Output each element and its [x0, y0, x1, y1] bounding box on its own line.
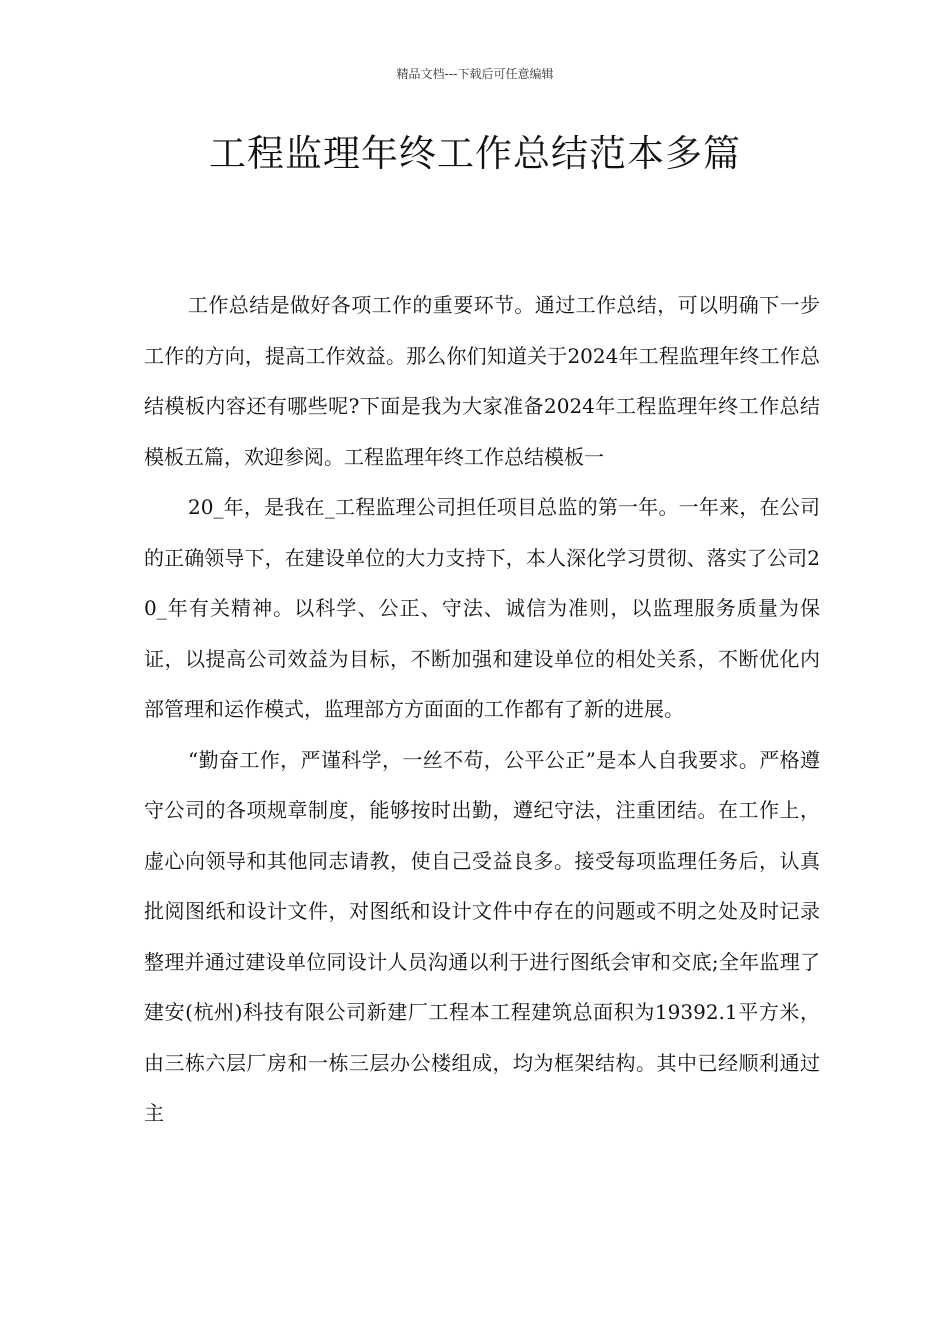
paragraph-intro: 工作总结是做好各项工作的重要环节。通过工作总结，可以明确下一步工作的方向，提高工作效益。那么你们知道关于2024年工程监理年终工作总结模板内容还有哪些呢?下面是我为大家准备2024年工程监理年终工作总结模板五篇，欢迎参阅。工程监理年终工作总结模板一: [144, 293, 820, 469]
paragraph-self-requirements: “勤奋工作，严谨科学，一丝不苟，公平公正”是本人自我要求。严格遵守公司的各项规章制度，能够按时出勤，遵纪守法，注重团结。在工作上，虚心向领导和其他同志请教，使自己受益良多。接受每项监理任务后，认真批阅图纸和设计文件，对图纸和设计文件中存在的问题或不明之处及时记录整理并通过建设单位同设计人员沟通以利于进行图纸会审和交底;全年监理了建安(杭州)科技有限公司新建厂工程本工程建筑总面积为19392.1平方米，由三栋六层厂房和一栋三层办公楼组成，均为框架结构。其中已经顺利通过主: [144, 747, 820, 1125]
header-note: 精品文档---下载后可任意编辑: [396, 67, 554, 81]
paragraph-year-summary: 20_年，是我在_工程监理公司担任项目总监的第一年。一年来，在公司的正确领导下，在建设单位的大力支持下，本人深化学习贯彻、落实了公司20_年有关精神。以科学、公正、守法、诚信为准则，以监理服务质量为保证，以提高公司效益为目标，不断加强和建设单位的相处关系，不断优化内部管理和运作模式，监理部方方面面的工作都有了新的进展。: [144, 495, 820, 721]
document-body: [144, 280, 820, 1139]
document-title: 工程监理年终工作总结范本多篇: [209, 132, 741, 175]
